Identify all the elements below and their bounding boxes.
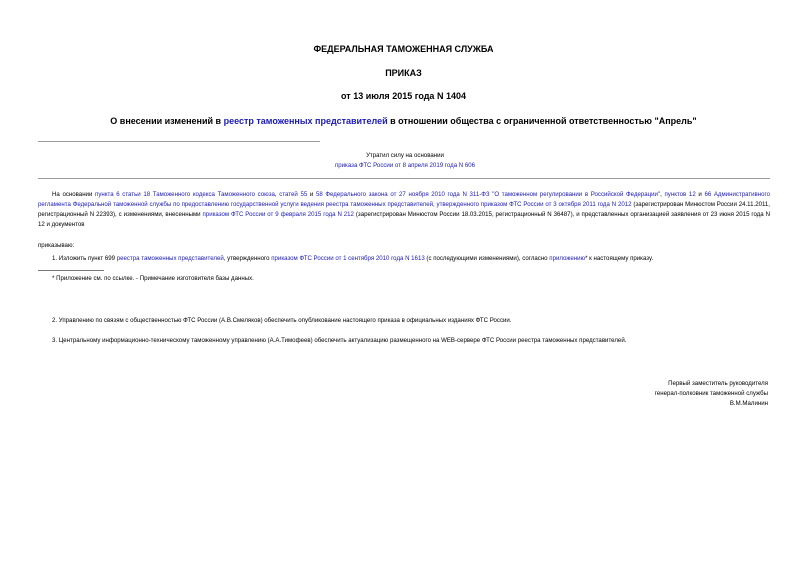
doc-type-heading: ПРИКАЗ bbox=[385, 68, 422, 78]
title-pre: О внесении изменений в bbox=[110, 116, 224, 126]
item-1-text: , утвержденного bbox=[223, 255, 272, 262]
order-word: приказываю: bbox=[38, 242, 75, 249]
signature-position: Первый заместитель руководителя bbox=[668, 380, 768, 387]
item-3: 3. Центральному информационно-техническому таможенному управлению (А.А.Тимофеев) обеспечить актуализацию размещенного на WEB-сервере ФТС России реестра таможенных представителей. bbox=[52, 337, 627, 344]
preamble-text: (зарегистрирован Минюстом России 24.11.2011, регистрационный N 22393), с изменениями, внесенными bbox=[38, 201, 770, 218]
registry-link-2[interactable]: реестра таможенных представителей bbox=[116, 255, 224, 262]
clause-12-link[interactable]: пунктов 12 bbox=[664, 191, 696, 198]
signature-rank: генерал-полковник таможенной службы bbox=[654, 390, 768, 397]
admin-regulation-link[interactable]: 66 Административного регламента Федеральной таможенной службы по предоставлению государственной услуги ведения реестра таможенных представителей, утвержденного приказом ФТС России от 3 октября 2011 года N 2012 bbox=[38, 191, 770, 208]
divider-top bbox=[38, 141, 320, 142]
status-text: Утратил силу на основании bbox=[366, 152, 444, 159]
item-1-text: * к настоящему приказу. bbox=[585, 255, 654, 262]
preamble-text: и bbox=[307, 191, 316, 198]
item-2: 2. Управлению по связям с общественностью ФТС России (А.В.Смеляков) обеспечить опубликование настоящего приказа в официальных изданиях ФТС России. bbox=[52, 317, 512, 324]
preamble-text: и bbox=[695, 191, 705, 198]
item-1-text: 1. Изложить пункт 699 bbox=[52, 255, 117, 262]
order-1613-link[interactable]: приказом ФТС России от 1 сентября 2010 года N 1613 bbox=[271, 255, 425, 262]
item-1 bbox=[52, 254, 772, 264]
preamble-text: , bbox=[660, 191, 665, 198]
status-block bbox=[300, 151, 510, 171]
repeal-order-link[interactable]: приказа ФТС России от 8 апреля 2019 года N 606 bbox=[334, 162, 476, 169]
article-55-link[interactable]: статей 55 bbox=[279, 191, 308, 198]
document-title bbox=[0, 116, 807, 126]
customs-code-link[interactable]: пункта 6 статьи 18 Таможенного кодекса Таможенного союза bbox=[95, 191, 275, 198]
preamble-text: На основании bbox=[52, 191, 96, 198]
appendix-link[interactable]: приложению bbox=[549, 255, 586, 262]
registry-link[interactable]: реестр таможенных представителей bbox=[223, 116, 388, 126]
signature-block bbox=[655, 379, 768, 409]
federal-law-link[interactable]: 58 Федерального закона от 27 ноября 2010 года N 311-ФЗ "О таможенном регулировании в Российской Федерации" bbox=[315, 191, 661, 198]
preamble-paragraph bbox=[38, 190, 770, 230]
date-number-heading: от 13 июля 2015 года N 1404 bbox=[341, 91, 466, 101]
footnote-divider bbox=[38, 270, 104, 271]
title-post: в отношении общества с ограниченной ответственностью "Апрель" bbox=[387, 116, 697, 126]
signature-name: В.М.Малинин bbox=[729, 400, 768, 407]
preamble-text: , bbox=[274, 191, 280, 198]
agency-heading: ФЕДЕРАЛЬНАЯ ТАМОЖЕННАЯ СЛУЖБА bbox=[313, 44, 494, 54]
item-1-text: (с последующими изменениями), согласно bbox=[424, 255, 550, 262]
footnote: * Приложение см. по ссылке. - Примечание изготовителя базы данных. bbox=[52, 275, 254, 282]
preamble-text: (зарегистрирован Минюстом России 18.03.2015, регистрационный N 36487), и представленных организацией заявления от 23 июня 2015 года N 12 и документов bbox=[38, 211, 770, 228]
amendment-order-link[interactable]: приказом ФТС России от 9 февраля 2015 года N 212 bbox=[202, 211, 354, 218]
divider-status bbox=[38, 178, 770, 179]
